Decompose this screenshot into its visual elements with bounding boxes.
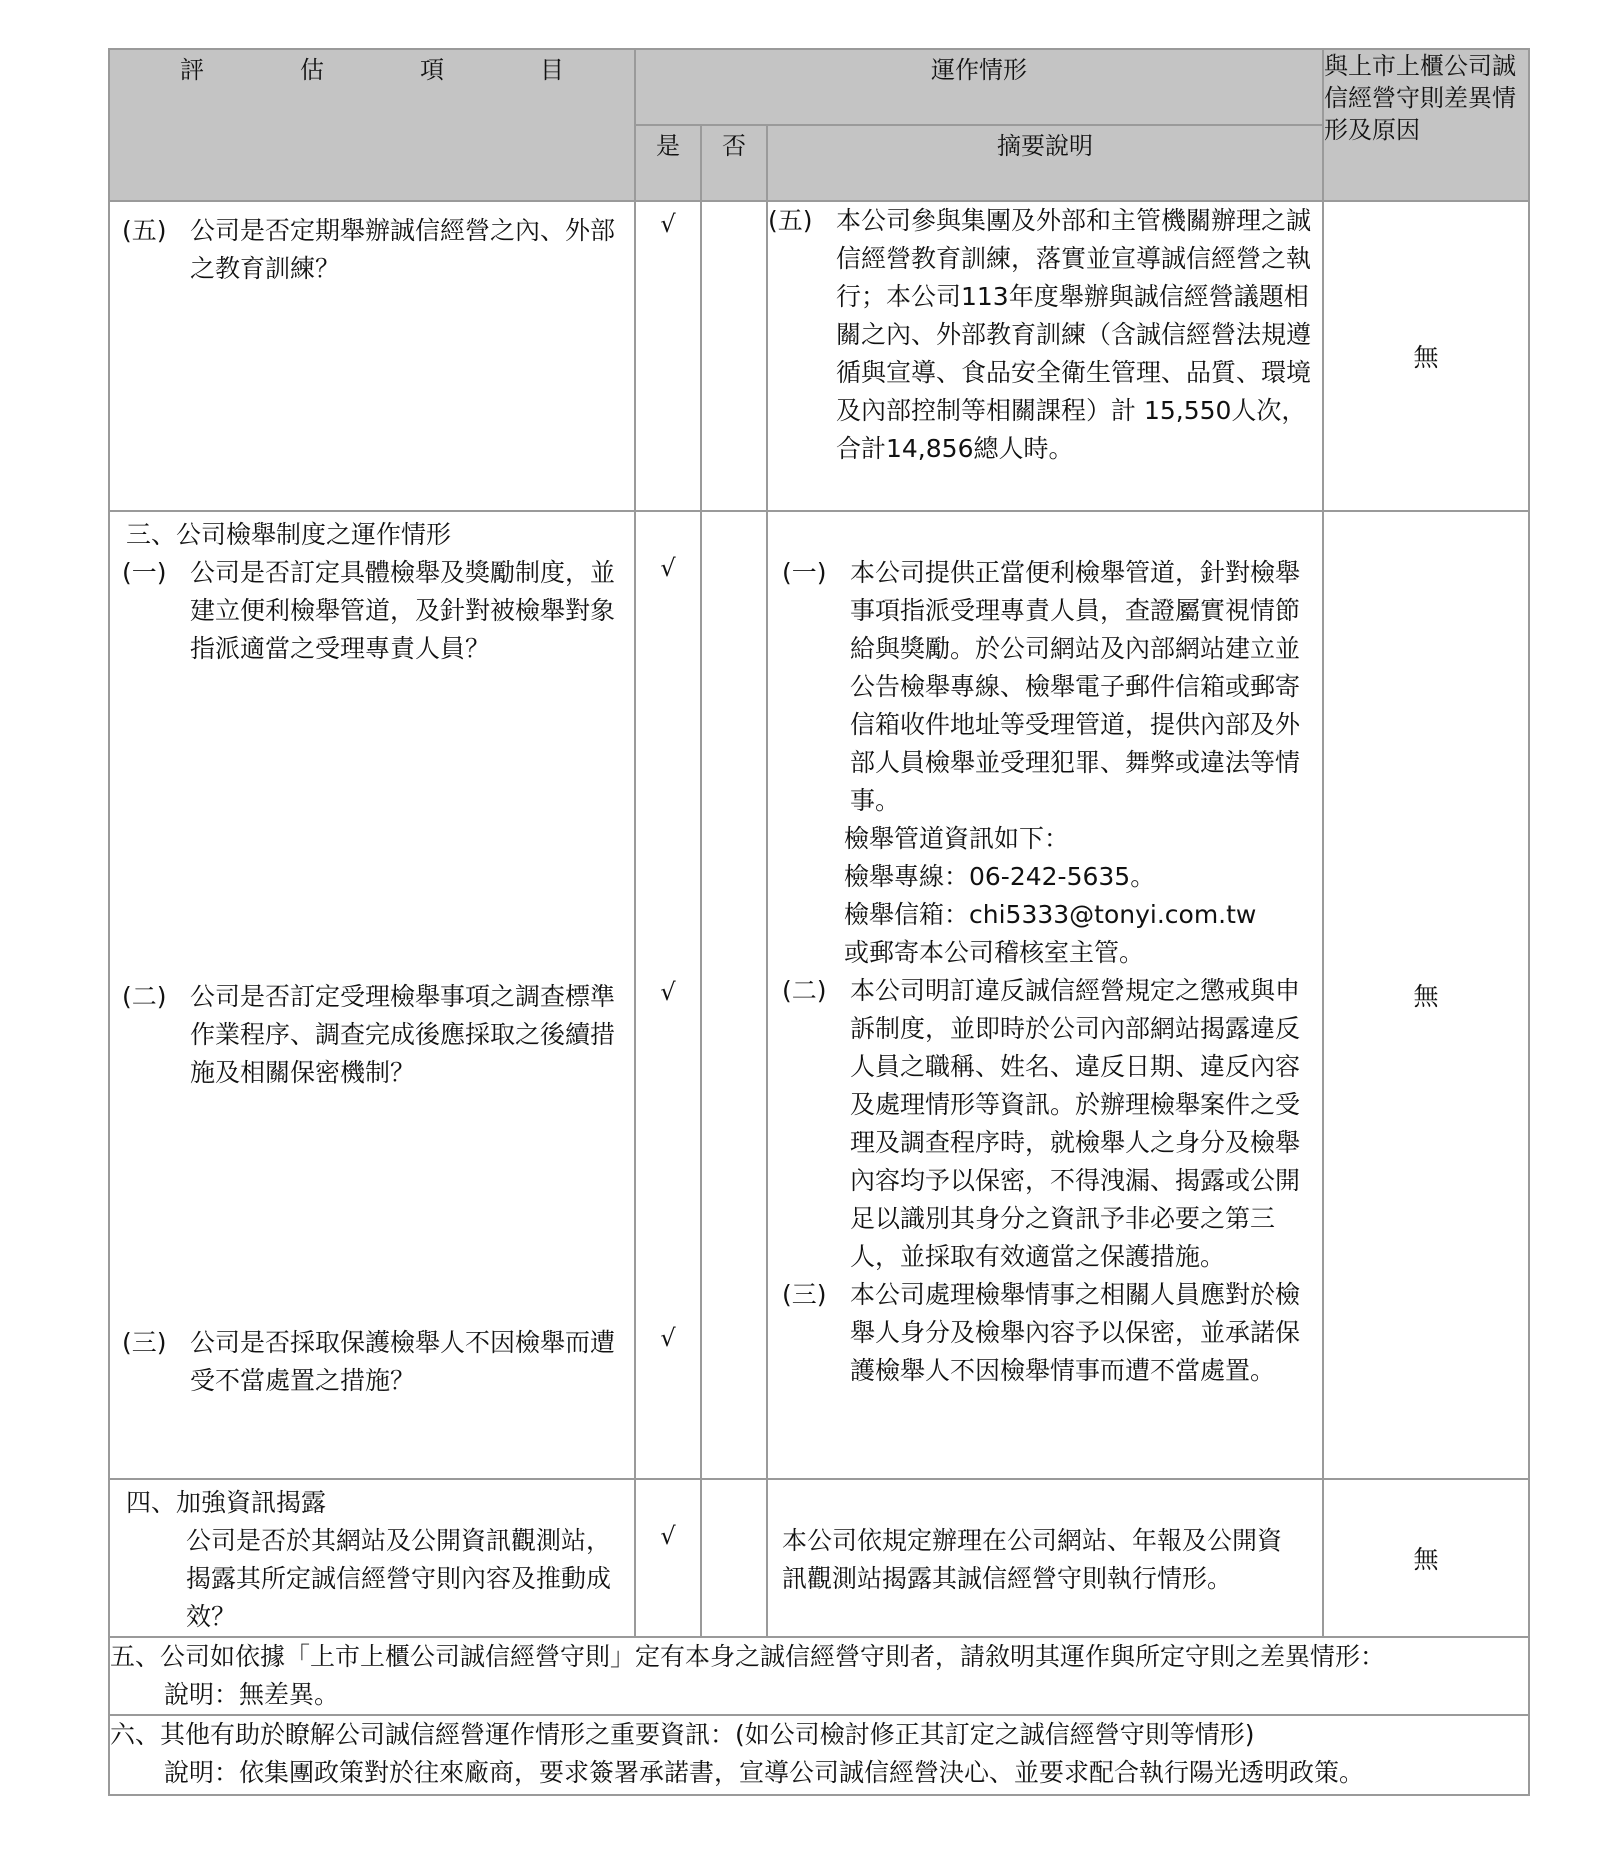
summary-block xyxy=(782,972,1306,1276)
item-label: (三) xyxy=(122,1328,167,1357)
table-row xyxy=(109,511,1529,1479)
summary-cell xyxy=(767,201,1323,511)
section-note: 說明：無差異。 xyxy=(164,1680,340,1709)
table-row xyxy=(109,1479,1529,1637)
report-hotline: 檢舉專線：06-242-5635。 xyxy=(844,862,1156,891)
full-width-cell xyxy=(109,1637,1529,1715)
header-difference: 與上市上櫃公司誠信經營守則差異情形及原因 xyxy=(1323,49,1529,201)
item-label: (二) xyxy=(122,982,167,1011)
summary-text: 本公司明訂違反誠信經營規定之懲戒與申訴制度，並即時於公司內部網站揭露違反人員之職稱、姓名、違反日期、違反內容及處理情形等資訊。於辦理檢舉案件之受理及調查程序時，就檢舉人之身分及檢舉內容均予以保密，不得洩漏、揭露或公開足以識別其身分之資訊予非必要之第三人，並採取有效適當之保護措施。 xyxy=(850,976,1301,1271)
summary-text: 本公司提供正當便利檢舉管道，針對檢舉事項指派受理專責人員，查證屬實視情節給與獎勵。於公司網站及內部網站建立並公告檢舉專線、檢舉電子郵件信箱或郵寄信箱收件地址等受理管道，提供內部及外部人員檢舉並受理犯罪、舞弊或違法等情事。 xyxy=(850,558,1301,815)
summary-block xyxy=(782,554,1306,820)
item-text: 公司是否採取保護檢舉人不因檢舉而遭受不當處置之措施？ xyxy=(190,1328,616,1395)
header-summary: 摘要說明 xyxy=(767,125,1323,201)
header-evaluation-item: 評 估 項 目 xyxy=(109,49,635,201)
section-note: 說明：依集團政策對於往來廠商，要求簽署承諾書，宣導公司誠信經營決心、並要求配合執行陽光透明政策。 xyxy=(164,1758,1365,1787)
header-operation-status: 運作情形 xyxy=(635,49,1323,125)
yes-check: √ xyxy=(635,201,701,511)
item-cell xyxy=(109,1479,635,1637)
item-label: (一) xyxy=(122,558,167,587)
section-title: 四、加強資訊揭露 xyxy=(126,1488,327,1517)
yes-check: √ xyxy=(660,1324,676,1352)
section-title: 六、其他有助於瞭解公司誠信經營運作情形之重要資訊：(如公司檢討修正其訂定之誠信經營守則等情形) xyxy=(110,1720,1255,1749)
table-row xyxy=(109,1637,1529,1715)
item-cell xyxy=(109,511,635,1479)
item-text: 公司是否於其網站及公開資訊觀測站，揭露其所定誠信經營守則內容及推動成效？ xyxy=(186,1526,612,1631)
summary-text: 本公司處理檢舉情事之相關人員應對於檢舉人身分及檢舉內容予以保密，並承諾保護檢舉人不因檢舉情事而遭不當處置。 xyxy=(850,1280,1301,1385)
table-row xyxy=(109,201,1529,511)
item-block xyxy=(110,978,634,1324)
yes-check: √ xyxy=(635,1479,701,1637)
difference-cell: 無 xyxy=(1323,1479,1529,1637)
full-width-cell xyxy=(109,1715,1529,1795)
yes-check-column xyxy=(635,511,701,1479)
summary-label: (三) xyxy=(782,1280,827,1309)
item-label: (五) xyxy=(122,216,167,245)
integrity-evaluation-table xyxy=(108,48,1530,1796)
summary-label: (五) xyxy=(768,206,813,235)
header-row-1 xyxy=(109,49,1529,125)
summary-block xyxy=(782,1276,1306,1390)
difference-cell: 無 xyxy=(1323,511,1529,1479)
summary-label: (一) xyxy=(782,558,827,587)
section-title: 五、公司如依據「上市上櫃公司誠信經營守則」定有本身之誠信經營守則者，請敘明其運作與所定守則之差異情形： xyxy=(110,1642,1386,1671)
summary-cell xyxy=(767,511,1323,1479)
no-check xyxy=(701,1479,767,1637)
difference-cell: 無 xyxy=(1323,201,1529,511)
section-title: 三、公司檢舉制度之運作情形 xyxy=(126,520,452,549)
yes-check: √ xyxy=(660,554,676,582)
header-no: 否 xyxy=(701,125,767,201)
no-check xyxy=(701,201,767,511)
summary-label: (二) xyxy=(782,976,827,1005)
item-block xyxy=(110,554,634,978)
yes-check: √ xyxy=(660,978,676,1006)
item-text: 公司是否定期舉辦誠信經營之內、外部之教育訓練？ xyxy=(190,216,616,283)
summary-text: 本公司參與集團及外部和主管機關辦理之誠信經營教育訓練，落實並宣導誠信經營之執行；本公司113年度舉辦與誠信經營議題相關之內、外部教育訓練（含誠信經營法規遵循與宣導、食品安全衛生管理、品質、環境及內部控制等相關課程）計 15,550人次，合計14,856總人時。 xyxy=(836,206,1312,463)
item-text: 公司是否訂定具體檢舉及獎勵制度，並建立便利檢舉管道，及針對被檢舉對象指派適當之受理專責人員？ xyxy=(190,558,616,663)
no-check xyxy=(701,511,767,1479)
report-email: 檢舉信箱：chi5333@tonyi.com.tw或郵寄本公司稽核室主管。 xyxy=(844,900,1257,967)
summary-text: 本公司依規定辦理在公司網站、年報及公開資訊觀測站揭露其誠信經營守則執行情形。 xyxy=(767,1479,1323,1637)
report-channel-line: 檢舉管道資訊如下： xyxy=(844,824,1070,853)
summary-block xyxy=(768,202,1322,468)
item-text: 公司是否訂定受理檢舉事項之調查標準作業程序、調查完成後應採取之後續措施及相關保密機制？ xyxy=(190,982,616,1087)
item-cell xyxy=(109,201,635,511)
item-block xyxy=(110,212,634,288)
table-row xyxy=(109,1715,1529,1795)
item-block xyxy=(110,1324,634,1400)
header-yes: 是 xyxy=(635,125,701,201)
